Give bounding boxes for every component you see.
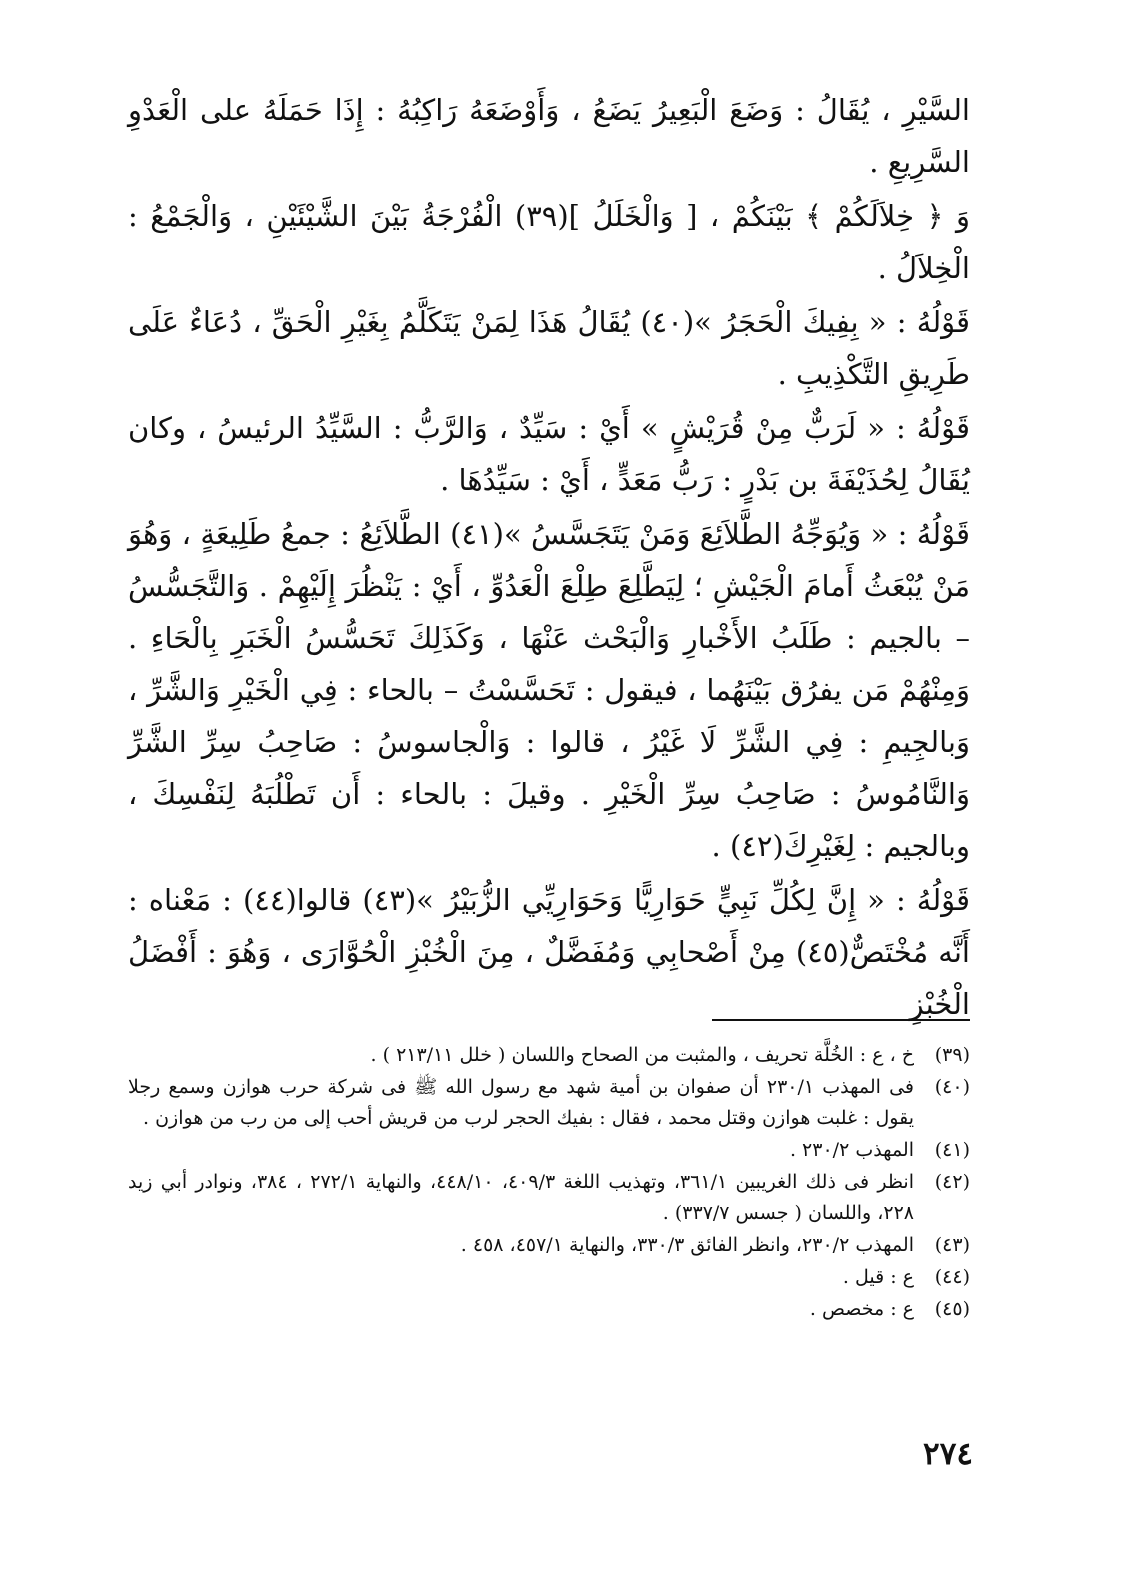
paragraph-1: السَّيْرِ ، يُقَالُ : وَضَعَ الْبَعِيرُ يَضَعُ ، وَأَوْضَعَهُ رَاكِبُهُ : إِذَا حَمَلَهُ على الْعَدْوِ السَّرِيعِ . xyxy=(128,93,970,179)
footnote-text: المهذب ٢٣٠/٢ . xyxy=(789,1139,914,1161)
footnote-number: (٤٤) xyxy=(934,1266,970,1288)
paragraph-4: قَوْلُهُ : « لَرَبٌّ مِنْ قُرَيْشٍ » أَيْ : سَيِّدٌ ، وَالرَّبُّ : السَّيِّدُ الرئيسُ ، وكان يُقَالُ لِحُذَيْفَةَ بن بَدْرٍ : رَبُّ مَعَدٍّ ، أَيْ : سَيِّدُهَا . xyxy=(128,411,970,497)
footnote-text: ع : مخصص . xyxy=(809,1298,914,1320)
footnote-number: (٣٩) xyxy=(934,1044,970,1066)
footnote-41 xyxy=(128,1135,970,1166)
paragraph-3: قَوْلُهُ : « بِفِيكَ الْحَجَرُ »(٤٠) يُقَالُ هَذَا لِمَنْ يَتَكَلَّمُ بِغَيْرِ الْحَقِّ ، دُعَاءٌ عَلَى طَرِيقِ التَّكْذِيبِ . xyxy=(128,305,970,391)
footnote-text: انظر فى ذلك الغريبين ٣٦١/١، وتهذيب اللغة ٤٠٩/٣، ٤٤٨/١٠، والنهاية ٢٧٢/١ ، ٣٨٤، ونوادر أبي زيد ٢٢٨، واللسان ( جسس ٣٣٧/٧) . xyxy=(128,1171,914,1224)
footnote-45 xyxy=(128,1294,970,1325)
footnote-text: المهذب ٢٣٠/٢، وانظر الفائق ٣٣٠/٣، والنهاية ٤٥٧/١، ٤٥٨ . xyxy=(460,1234,914,1256)
footnote-number: (٤٢) xyxy=(934,1171,970,1193)
paragraph-5: قَوْلُهُ : « وَيُوَجِّهُ الطَّلاَئِعَ وَمَنْ يَتَجَسَّسُ »(٤١) الطَّلاَئِعُ : جمعُ طَلِيعَةٍ ، وَهُوَ مَنْ يُبْعَثُ أَمامَ الْجَيْشِ ؛ لِيَطَّلِعَ طِلْعَ الْعَدُوِّ ، أَيْ : يَنْظُرَ إِلَيْهِمْ . وَالتَّجَسُّسُ – بالجيم : طَلَبُ الأَخْبارِ وَالْبَحْث عَنْهَا ، وَكَذَلِكَ تَحَسُّسُ الْخَبَرِ بِالْحَاءِ . وَمِنْهُمْ مَن يفرُق بَيْنَهُما ، فيقول : تَحَسَّسْتُ – بالحاء : فِي الْخَيْرِ وَالشَّرِّ ، وَبالجِيمِ : فِي الشَّرِّ لَا غَيْرُ ، قالوا : وَالْجاسوسُ : صَاحِبُ سِرِّ الشَّرِّ وَالنَّامُوسُ : صَاحِبُ سِرِّ الْخَيْرِ . وقيلَ : بالحاء : أَن تَطْلُبَهُ لِنَفْسِكَ ، وبالجيم : لِغَيْرِكَ(٤٢) . xyxy=(128,517,970,863)
paragraph-2: وَ ﴿ خِلاَلَكُمْ ﴾ بَيْنَكُمْ ، [ وَالْخَلَلُ ](٣٩) الْفُرْجَةُ بَيْنَ الشَّيْئَيْنِ ، وَالْجَمْعُ : الْخِلاَلُ . xyxy=(128,199,970,285)
footnote-number: (٤٠) xyxy=(934,1076,970,1098)
footnote-text: خ ، ع : الخُلَّة تحريف ، والمثبت من الصحاح واللسان ( خلل ٢١٣/١١ ) . xyxy=(370,1044,914,1066)
footnote-number: (٤٣) xyxy=(934,1234,970,1256)
footnote-42 xyxy=(128,1167,970,1229)
footnote-number: (٤١) xyxy=(934,1139,970,1161)
main-text xyxy=(128,84,970,1032)
footnote-text: ع : قيل . xyxy=(842,1266,914,1288)
footnote-44 xyxy=(128,1262,970,1293)
footnote-text: فى المهذب ٢٣٠/١ أن صفوان بن أمية شهد مع رسول الله ﷺ فى شركة حرب هوازن وسمع رجلا يقول : غلبت هوازن وقتل محمد ، فقال : بفيك الحجر لرب من قريش أحب إلى من رب من هوازن . xyxy=(128,1076,914,1129)
footnotes xyxy=(128,1040,970,1326)
paragraph-6: قَوْلُهُ : « إِنَّ لِكُلِّ نَبِيٍّ حَوَارِيًّا وَحَوَارِيِّي الزُّبَيْرُ »(٤٣) قالوا(٤٤) : مَعْناه : أَنَّه مُخْتَصٌّ(٤٥) مِنْ أَصْحابِي وَمُفَضَّلٌ ، مِنَ الْخُبْزِ الْحُوَّارَى ، وَهُوَ : أَفْضَلُ الْخُبْزِ xyxy=(128,883,971,1021)
footnote-40 xyxy=(128,1072,970,1134)
footnote-number: (٤٥) xyxy=(934,1298,970,1320)
page-number: ٢٧٤ xyxy=(923,1436,973,1472)
footnote-43 xyxy=(128,1230,970,1261)
footnote-39 xyxy=(128,1040,970,1071)
footnote-separator xyxy=(712,1019,970,1021)
